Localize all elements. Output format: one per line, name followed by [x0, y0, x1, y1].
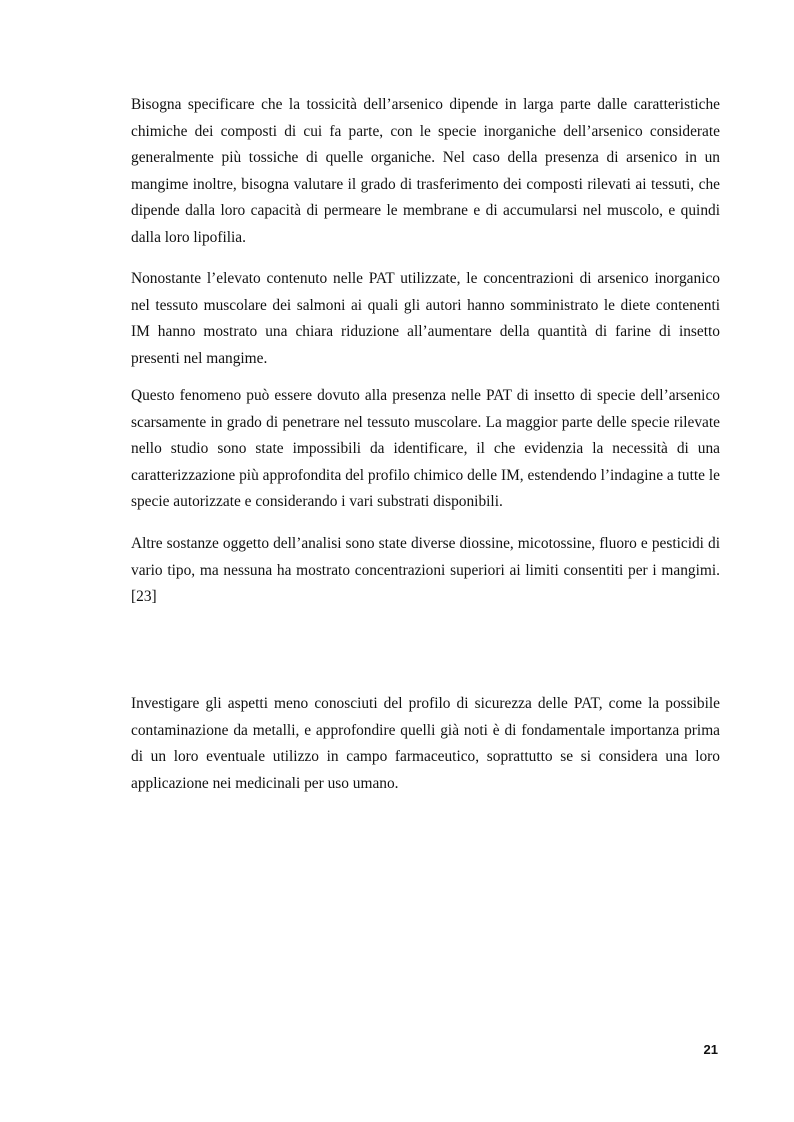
paragraph-inorganic-arsenic-reduction: Nonostante l’elevato contenuto nelle PAT utilizzate, le concentrazioni di arsenico inorganico nel tessuto muscolare dei salmoni ai quali gli autori hanno somministrato le diete contenenti IM hanno mostrato una chiara riduzione all’aumentare della quantità di farine di insetto presenti nel mangime. — [131, 270, 720, 367]
page-number: 21 — [703, 1042, 718, 1057]
paragraph-safety-profile: Investigare gli aspetti meno conosciuti del profilo di sicurezza delle PAT, come la possibile contaminazione da metalli, e approfondire quelli già noti è di fondamentale importanza prima di un loro eventuale utilizzo in campo farmaceutico, soprattutto se si considera una loro applicazione nei medicinali per uso umano. — [131, 695, 720, 792]
paragraph-arsenic-toxicity: Bisogna specificare che la tossicità dell’arsenico dipende in larga parte dalle caratteristiche chimiche dei composti di cui fa parte, con le specie inorganiche dell’arsenico considerate generalmente più tossiche di quelle organiche. Nel caso della presenza di arsenico in un mangime inoltre, bisogna valutare il grado di trasferimento dei composti rilevati ai tessuti, che dipende dalla loro capacità di permeare le membrane e di accumularsi nel muscolo, e quindi dalla loro lipofilia. — [131, 96, 720, 246]
paragraph-other-substances: Altre sostanze oggetto dell’analisi sono state diverse diossine, micotossine, fluoro e pesticidi di vario tipo, ma nessuna ha mostrato concentrazioni superiori ai limiti consentiti per i mangimi. [23] — [131, 535, 720, 606]
paragraph-arsenic-species: Questo fenomeno può essere dovuto alla presenza nelle PAT di insetto di specie dell’arsenico scarsamente in grado di penetrare nel tessuto muscolare. La maggior parte delle specie rilevate nello studio sono state impossibili da identificare, il che evidenzia la necessità di una caratterizzazione più approfondita del profilo chimico delle IM, estendendo l’indagine a tutte le specie autorizzate e considerando i vari substrati disponibili. — [131, 387, 720, 511]
